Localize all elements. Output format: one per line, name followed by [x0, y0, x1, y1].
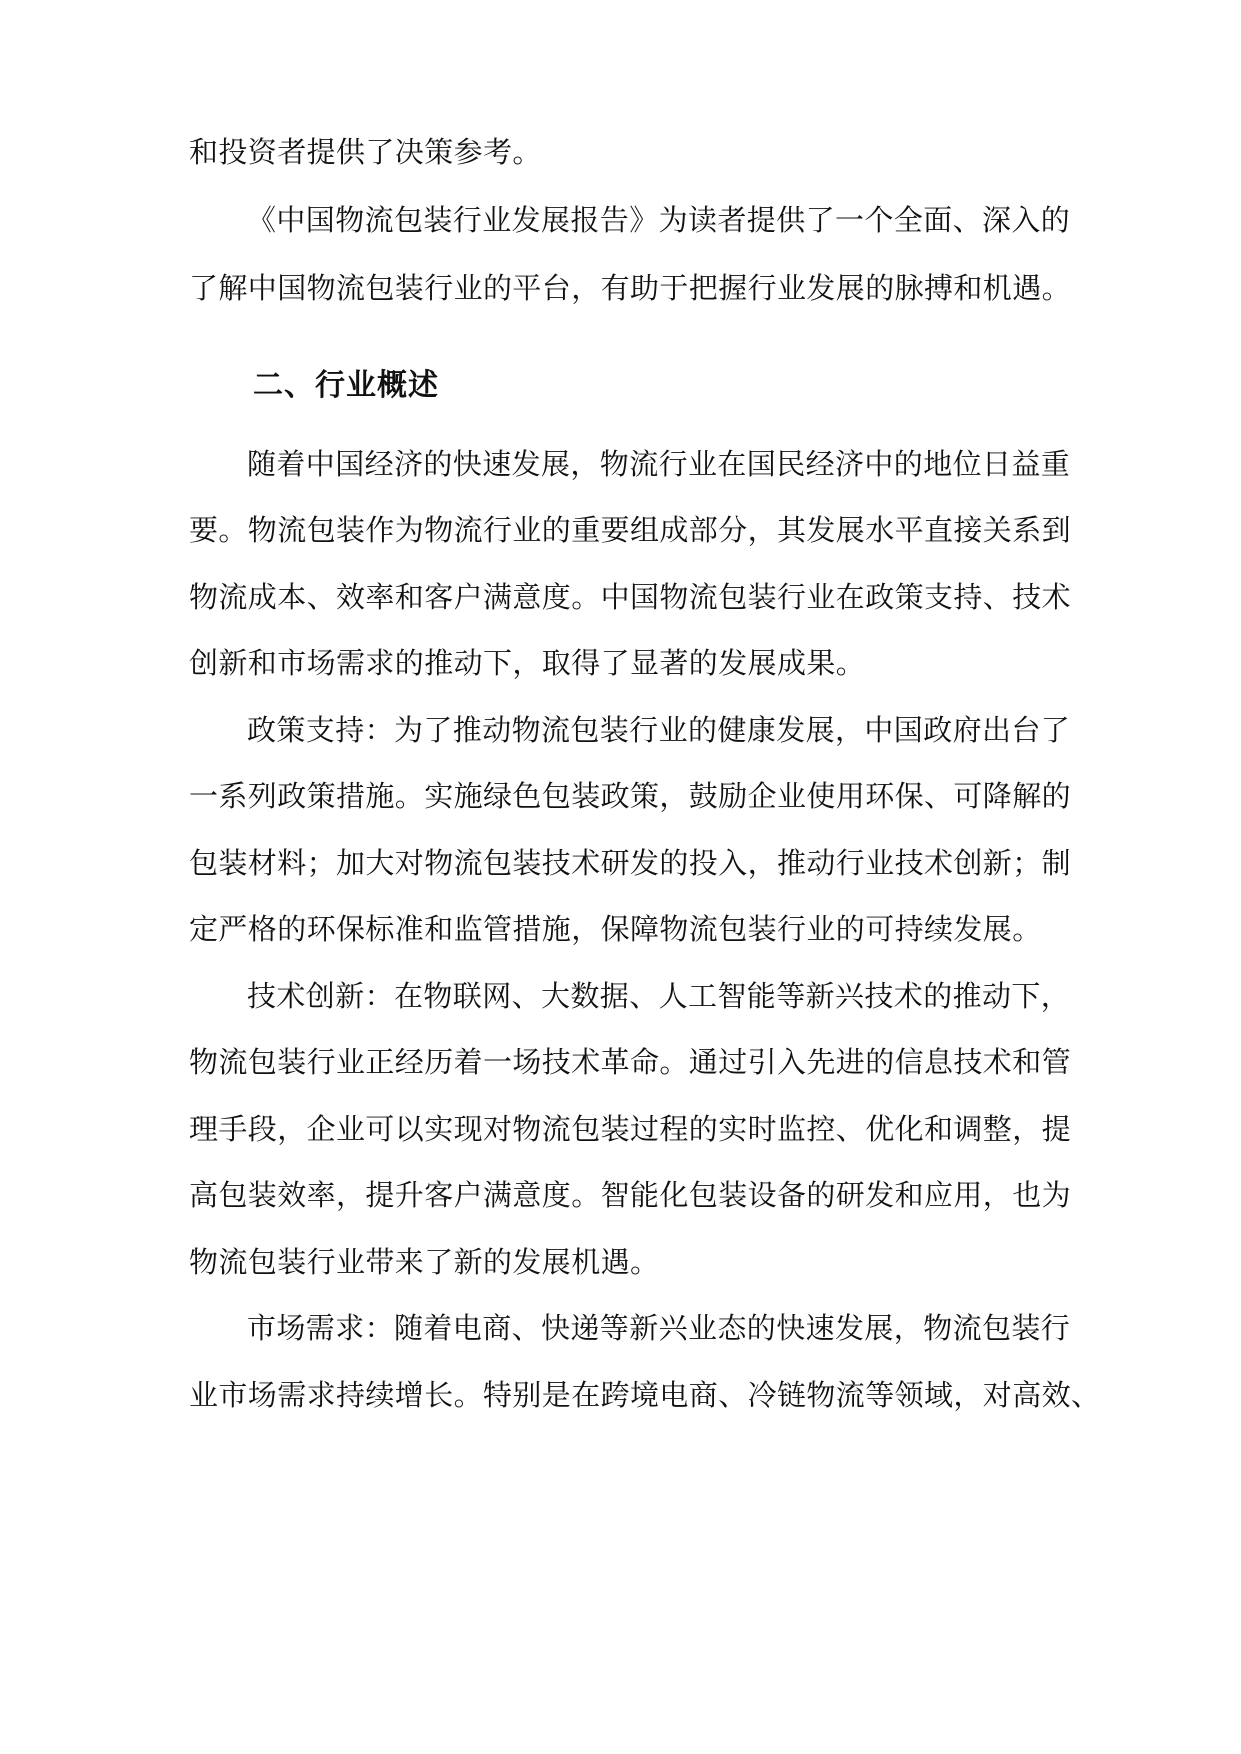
overview-line-2: 要。物流包装作为物流行业的重要组成部分，其发展水平直接关系到 — [189, 513, 1072, 547]
overview-line-1: 随着中国经济的快速发展，物流行业在国民经济中的地位日益重 — [247, 447, 1071, 481]
tech-line-1: 技术创新：在物联网、大数据、人工智能等新兴技术的推动下， — [247, 979, 1071, 1013]
market-line-2: 业市场需求持续增长。特别是在跨境电商、冷链物流等领域，对高效、 — [189, 1378, 1101, 1412]
overview-line-4: 创新和市场需求的推动下，取得了显著的发展成果。 — [189, 646, 866, 680]
tech-line-3: 理手段，企业可以实现对物流包装过程的实时监控、优化和调整，提 — [189, 1112, 1072, 1146]
intro-para-line-2: 了解中国物流包装行业的平台，有助于把握行业发展的脉搏和机遇。 — [189, 271, 1072, 305]
policy-line-2: 一系列政策措施。实施绿色包装政策，鼓励企业使用环保、可降解的 — [189, 779, 1072, 813]
tech-line-4: 高包装效率，提升客户满意度。智能化包装设备的研发和应用，也为 — [189, 1178, 1072, 1212]
intro-para-line-1: 《中国物流包装行业发展报告》为读者提供了一个全面、深入的 — [247, 203, 1071, 237]
market-line-1: 市场需求：随着电商、快递等新兴业态的快速发展，物流包装行 — [247, 1311, 1071, 1345]
tech-line-5: 物流包装行业带来了新的发展机遇。 — [189, 1245, 660, 1279]
tech-line-2: 物流包装行业正经历着一场技术革命。通过引入先进的信息技术和管 — [189, 1045, 1072, 1079]
policy-line-4: 定严格的环保标准和监管措施，保障物流包装行业的可持续发展。 — [189, 912, 1042, 946]
overview-line-3: 物流成本、效率和客户满意度。中国物流包装行业在政策支持、技术 — [189, 580, 1072, 614]
policy-line-1: 政策支持：为了推动物流包装行业的健康发展，中国政府出台了 — [247, 713, 1071, 747]
section-heading: 二、行业概述 — [253, 368, 439, 403]
policy-line-3: 包装材料；加大对物流包装技术研发的投入，推动行业技术创新；制 — [189, 846, 1072, 880]
intro-tail-line: 和投资者提供了决策参考。 — [189, 135, 542, 169]
